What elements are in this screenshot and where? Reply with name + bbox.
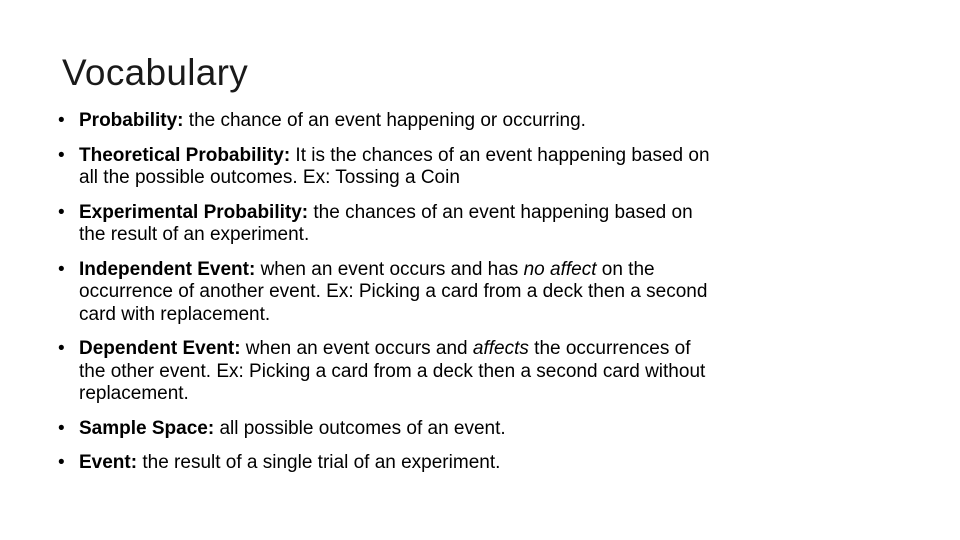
bullet-icon: • bbox=[58, 258, 65, 280]
definition-text: the chances of an event happening based on the result of an experiment. bbox=[79, 201, 693, 245]
bullet-icon: • bbox=[58, 417, 65, 439]
term-label: Experimental Probability: bbox=[79, 201, 309, 223]
bullet-icon: • bbox=[58, 201, 65, 223]
term-label: Dependent Event: bbox=[79, 338, 241, 359]
list-item-event bbox=[58, 452, 718, 475]
list-item-probability bbox=[58, 110, 718, 133]
bullet-icon: • bbox=[58, 452, 65, 473]
definition-text: It is the chances of an event happening based on all the possible outcomes. Ex: Tossing a Coin bbox=[79, 144, 710, 188]
term-label: Probability: bbox=[79, 110, 184, 131]
emphasis-text: affects bbox=[472, 338, 529, 359]
definition-text: the result of a single trial of an experiment. bbox=[137, 452, 501, 473]
definition-text: the occurrences of the other event. Ex: Picking a card from a deck then a second card without replacement. bbox=[79, 338, 706, 404]
definition-text: when an event occurs and has bbox=[255, 258, 524, 280]
bullet-icon: • bbox=[58, 144, 65, 166]
list-item-theoretical-probability bbox=[58, 145, 718, 190]
list-item-experimental-probability bbox=[58, 202, 718, 247]
emphasis-text: no affect bbox=[523, 258, 597, 280]
slide-title: Vocabulary bbox=[62, 52, 249, 93]
definition-text: when an event occurs and bbox=[240, 338, 473, 359]
list-item-sample-space bbox=[58, 418, 718, 441]
list-item-independent-event bbox=[58, 259, 718, 327]
definition-text: on the occurrence of another event. Ex: Picking a card from a deck then a second card with replacement. bbox=[79, 258, 708, 325]
bullet-icon: • bbox=[58, 110, 65, 131]
list-item-dependent-event bbox=[58, 338, 718, 406]
definition-text: the chance of an event happening or occurring. bbox=[183, 110, 586, 131]
term-label: Event: bbox=[79, 452, 138, 473]
vocabulary-list bbox=[58, 110, 718, 487]
definition-text: all possible outcomes of an event. bbox=[214, 417, 506, 439]
bullet-icon: • bbox=[58, 338, 65, 359]
term-label: Theoretical Probability: bbox=[79, 144, 291, 166]
term-label: Sample Space: bbox=[79, 417, 215, 439]
term-label: Independent Event: bbox=[79, 258, 256, 280]
